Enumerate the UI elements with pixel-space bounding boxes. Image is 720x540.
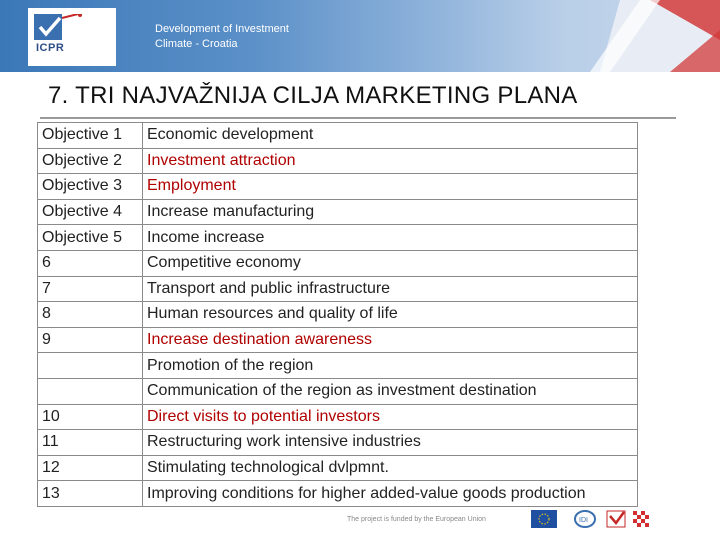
- objective-label: 11: [38, 430, 143, 456]
- objective-label: 7: [38, 276, 143, 302]
- objective-label: Objective 5: [38, 225, 143, 251]
- objective-label: 12: [38, 455, 143, 481]
- objectives-table: [37, 122, 638, 507]
- table-row: [38, 430, 638, 456]
- table-row: [38, 302, 638, 328]
- objective-label: Objective 3: [38, 174, 143, 200]
- logo-text: ICPR: [36, 42, 65, 54]
- objective-text: Increase manufacturing: [143, 199, 638, 225]
- eu-flag-icon: [531, 510, 557, 528]
- table-row: [38, 174, 638, 200]
- table-row: [38, 250, 638, 276]
- agency-logo-icon: [575, 511, 595, 527]
- table-row: [38, 276, 638, 302]
- table-row: [38, 404, 638, 430]
- objective-label: Objective 4: [38, 199, 143, 225]
- objective-text: Human resources and quality of life: [143, 302, 638, 328]
- objective-label: 13: [38, 481, 143, 507]
- table-row: [38, 455, 638, 481]
- table-row: [38, 199, 638, 225]
- objective-label: 8: [38, 302, 143, 328]
- objective-text: Improving conditions for higher added-value goods production: [143, 481, 638, 507]
- objective-text: Employment: [143, 174, 638, 200]
- objective-label: 9: [38, 327, 143, 353]
- objective-text: Communication of the region as investment destination: [143, 378, 638, 404]
- table-row: [38, 123, 638, 149]
- icpr-logo: [28, 8, 116, 66]
- funding-text: The project is funded by the European Union: [347, 516, 486, 523]
- title-divider: [40, 117, 676, 119]
- table-row: [38, 327, 638, 353]
- objective-label: Objective 1: [38, 123, 143, 149]
- project-line-1: Development of Investment: [155, 23, 289, 35]
- objective-label: 10: [38, 404, 143, 430]
- partner-logos: [531, 508, 671, 532]
- footer: [0, 500, 720, 540]
- objective-text: Economic development: [143, 123, 638, 149]
- table-row: [38, 148, 638, 174]
- objective-text: Transport and public infrastructure: [143, 276, 638, 302]
- ministry-logo-icon: [607, 511, 625, 527]
- objective-text: Increase destination awareness: [143, 327, 638, 353]
- table-row: [38, 225, 638, 251]
- page-title: 7. TRI NAJVAŽNIJA CILJA MARKETING PLANA: [48, 82, 578, 109]
- objective-text: Stimulating technological dvlpmnt.: [143, 455, 638, 481]
- objective-text: Investment attraction: [143, 148, 638, 174]
- project-title: [155, 22, 289, 52]
- objective-text: Competitive economy: [143, 250, 638, 276]
- objective-label: [38, 353, 143, 379]
- objective-label: [38, 378, 143, 404]
- table-row: [38, 378, 638, 404]
- objective-label: Objective 2: [38, 148, 143, 174]
- project-line-2: Climate - Croatia: [155, 38, 238, 50]
- checkmark-logo-icon: [34, 14, 84, 42]
- croatia-coat-of-arms-icon: [633, 511, 649, 527]
- objective-text: Direct visits to potential investors: [143, 404, 638, 430]
- objective-text: Restructuring work intensive industries: [143, 430, 638, 456]
- objective-label: 6: [38, 250, 143, 276]
- objective-text: Promotion of the region: [143, 353, 638, 379]
- objective-text: Income increase: [143, 225, 638, 251]
- table-row: [38, 353, 638, 379]
- croatian-flag-graphic-icon: [590, 0, 720, 72]
- svg-text:IDI: IDI: [579, 517, 588, 524]
- header-banner: [0, 0, 720, 72]
